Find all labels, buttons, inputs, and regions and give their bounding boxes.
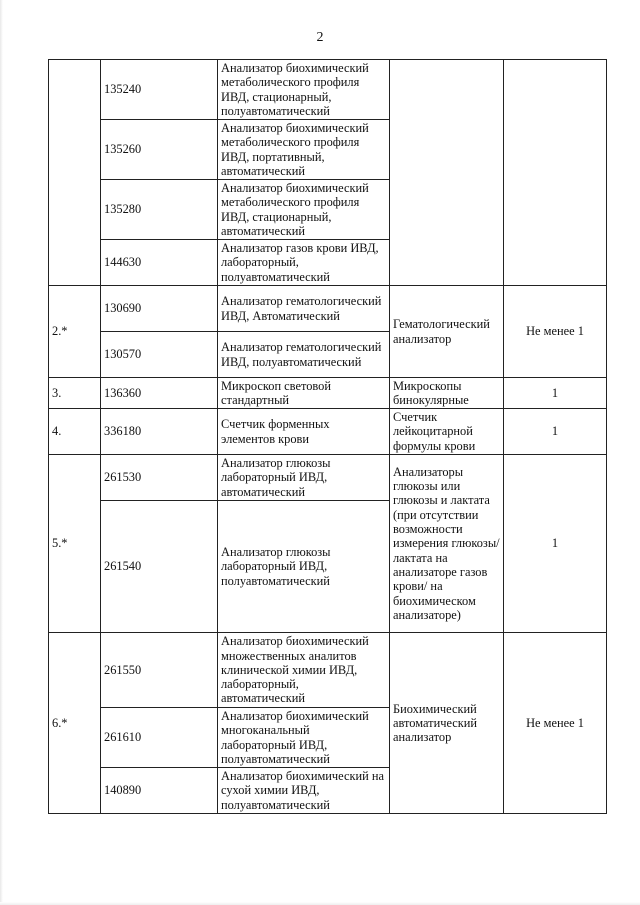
quantity-cell: 1	[504, 409, 607, 455]
description-cell: Анализатор глюкозы лабораторный ИВД, полуавтоматический	[218, 501, 390, 633]
row-number-cell: 3.	[49, 378, 101, 409]
row-number-cell: 4.	[49, 409, 101, 455]
group-cell: Анализаторы глюкозы или глюкозы и лактата (при отсутствии возможности измерения глюкозы/лактата на анализаторе газов крови/ на биохимическом анализаторе)	[390, 455, 504, 633]
description-cell: Анализатор биохимический метаболического профиля ИВД, портативный, автоматический	[218, 120, 390, 180]
description-cell: Микроскоп световой стандартный	[218, 378, 390, 409]
group-cell: Гематологический анализатор	[390, 286, 504, 378]
code-cell: 261610	[101, 708, 218, 768]
page-number: 2	[316, 30, 324, 45]
code-cell: 261530	[101, 455, 218, 501]
quantity-cell: Не менее 1	[504, 286, 607, 378]
table-row	[49, 409, 607, 455]
description-cell: Анализатор биохимический на сухой химии ИВД, полуавтоматический	[218, 768, 390, 814]
code-cell: 135260	[101, 120, 218, 180]
group-cell: Биохимический автоматический анализатор	[390, 633, 504, 814]
code-cell: 261540	[101, 501, 218, 633]
scan-edge-shadow	[0, 0, 3, 905]
description-cell: Анализатор биохимический метаболического профиля ИВД, стационарный, полуавтоматический	[218, 60, 390, 120]
code-cell: 135280	[101, 180, 218, 240]
description-cell: Анализатор глюкозы лабораторный ИВД, автоматический	[218, 455, 390, 501]
code-cell: 130570	[101, 332, 218, 378]
row-number-cell: 2.*	[49, 286, 101, 378]
code-cell: 336180	[101, 409, 218, 455]
description-cell: Анализатор биохимический множественных аналитов клинической химии ИВД, лабораторный, автоматический	[218, 633, 390, 708]
equipment-table	[48, 59, 607, 814]
table-row	[49, 60, 607, 120]
group-cell: Счетчик лейкоцитарной формулы крови	[390, 409, 504, 455]
code-cell: 130690	[101, 286, 218, 332]
table-row	[49, 455, 607, 501]
code-cell: 144630	[101, 240, 218, 286]
description-cell: Анализатор газов крови ИВД, лабораторный, полуавтоматический	[218, 240, 390, 286]
quantity-cell: Не менее 1	[504, 633, 607, 814]
description-cell: Анализатор биохимический метаболического профиля ИВД, стационарный, автоматический	[218, 180, 390, 240]
row-number-cell: 5.*	[49, 455, 101, 633]
table-row	[49, 286, 607, 332]
code-cell: 136360	[101, 378, 218, 409]
description-cell: Счетчик форменных элементов крови	[218, 409, 390, 455]
row-number-cell	[49, 60, 101, 286]
table-row	[49, 378, 607, 409]
quantity-cell: 1	[504, 455, 607, 633]
quantity-cell: 1	[504, 378, 607, 409]
group-cell	[390, 60, 504, 286]
description-cell: Анализатор биохимический многоканальный лабораторный ИВД, полуавтоматический	[218, 708, 390, 768]
group-cell: Микроскопы бинокулярные	[390, 378, 504, 409]
code-cell: 135240	[101, 60, 218, 120]
row-number-cell: 6.*	[49, 633, 101, 814]
description-cell: Анализатор гематологический ИВД, Автоматический	[218, 286, 390, 332]
code-cell: 261550	[101, 633, 218, 708]
table-row	[49, 633, 607, 708]
quantity-cell	[504, 60, 607, 286]
code-cell: 140890	[101, 768, 218, 814]
description-cell: Анализатор гематологический ИВД, полуавтоматический	[218, 332, 390, 378]
